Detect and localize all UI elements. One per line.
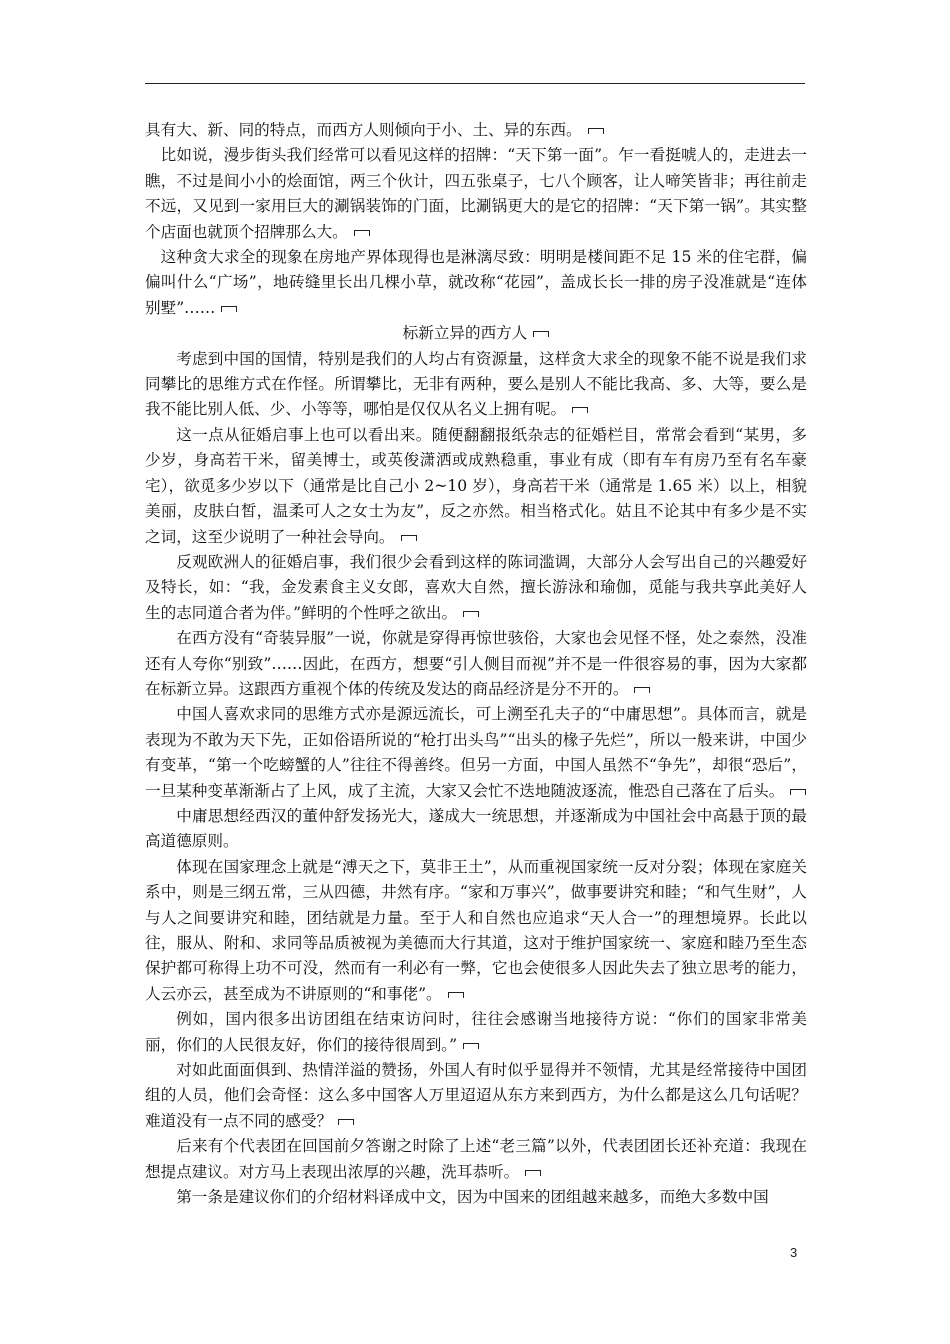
paragraph-mark-icon — [525, 1170, 541, 1176]
paragraph-text: 第一条是建议你们的介绍材料译成中文，因为中国来的团组越来越多，而绝大多数中国 — [176, 1188, 769, 1207]
paragraph-text: 比如说，漫步街头我们经常可以看见这样的招牌：“天下第一面”。乍一看挺唬人的，走进去一瞧，不过是间小小的烩面馆，两三个伙计，四五张桌子，七八个顾客，让人啼笑皆非；再往前走不远，又见到一家用巨大的涮锅装饰的门面，比涮锅更大的是它的招牌：“天下第一锅”。其实整个店面也就顶个招牌那么大。 — [145, 146, 807, 241]
paragraph — [145, 550, 807, 626]
paragraph-text: 例如，国内很多出访团组在结束访问时，往往会感谢当地接待方说：“你们的国家非常美丽，你们的人民很友好，你们的接待很周到。” — [145, 1010, 807, 1054]
paragraph — [145, 347, 807, 423]
paragraph-mark-icon — [790, 789, 806, 795]
paragraph-text: 具有大、新、同的特点，而西方人则倾向于小、土、异的东西。 — [145, 121, 582, 139]
paragraph-text: 对如此面面俱到、热情洋溢的赞扬，外国人有时似乎显得并不领情，尤其是经常接待中国团组的人员，他们会奇怪：这么多中国客人万里迢迢从东方来到西方，为什么都是这么几句话呢？难道没有一点不同的感受？ — [145, 1061, 807, 1130]
paragraph-mark-icon — [221, 306, 237, 312]
paragraph — [145, 1058, 807, 1134]
page-number: 3 — [790, 1245, 798, 1260]
header-rule — [145, 83, 805, 84]
paragraph-text: 中国人喜欢求同的思维方式亦是源远流长，可上溯至孔夫子的“中庸思想”。具体而言，就是表现为不敢为天下先，正如俗语所说的“枪打出头鸟”“出头的椽子先烂”，所以一般来讲，中国少有变革，“第一个吃螃蟹的人”往往不得善终。但另一方面，中国人虽然不“争先”，却很“恐后”，一旦某种变革渐渐占了上风，成了主流，大家又会忙不迭地随波逐流，惟恐自己落在了后头。 — [145, 705, 807, 800]
paragraph-mark-icon — [634, 687, 650, 693]
paragraph-text: 中庸思想经西汉的董仲舒发扬光大，遂成大一统思想，并逐渐成为中国社会中高悬于顶的最高道德原则。 — [145, 806, 807, 851]
section-heading — [145, 321, 807, 346]
paragraph-mark-icon — [338, 1119, 354, 1125]
paragraph — [145, 804, 807, 855]
paragraph — [145, 626, 807, 702]
paragraph-mark-icon — [572, 407, 588, 413]
paragraph-mark-icon — [463, 611, 479, 617]
paragraph-mark-icon — [533, 331, 549, 337]
paragraph — [145, 423, 807, 550]
paragraph-text: 在西方没有“奇装异服”一说，你就是穿得再惊世骇俗，大家也会见怪不怪，处之泰然，没准还有人夸你“别致”……因此，在西方，想要“引人侧目而视”并不是一件很容易的事，因为大家都在标新立异。这跟西方重视个体的传统及发达的商品经济是分不开的。 — [145, 629, 807, 698]
paragraph — [145, 702, 807, 804]
paragraph-text: 这种贪大求全的现象在房地产界体现得也是淋漓尽致：明明是楼间距不足 15 米的住宅群，偏偏叫什么“广场”，地砖缝里长出几棵小草，就改称“花园”，盖成长长一排的房子没准就是“连体别墅”…… — [145, 248, 807, 317]
paragraph-text: 标新立异的西方人 — [402, 324, 528, 343]
paragraph — [145, 1185, 807, 1210]
paragraph-mark-icon — [463, 1043, 479, 1049]
paragraph-text: 体现在国家理念上就是“溥天之下，莫非王土”，从而重视国家统一反对分裂；体现在家庭关系中，则是三纲五常，三从四德，井然有序。“家和万事兴”，做事要讲究和睦；“和气生财”，人与人之间要讲究和睦，团结就是力量。至于人和自然也应追求“天人合一”的理想境界。长此以往，服从、附和、求同等品质被视为美德而大行其道，这对于维护国家统一、家庭和睦乃至生态保护都可称得上功不可没，然而有一利必有一弊，它也会使很多人因此失去了独立思考的能力，人云亦云，甚至成为不讲原则的“和事佬”。 — [145, 857, 807, 1003]
paragraph — [145, 1134, 807, 1185]
paragraph — [145, 143, 807, 245]
paragraph-mark-icon — [401, 535, 417, 541]
paragraph-mark-icon — [588, 128, 604, 134]
paragraph-mark-icon — [354, 230, 370, 236]
paragraph-text: 反观欧洲人的征婚启事，我们很少会看到这样的陈词滥调，大部分人会写出自己的兴趣爱好及特长，如：“我，金发素食主义女郎，喜欢大自然，擅长游泳和瑜伽，觅能与我共享此美好人生的志同道合者为伴。”鲜明的个性呼之欲出。 — [145, 552, 807, 622]
paragraph — [145, 1007, 807, 1058]
paragraph-text: 这一点从征婚启事上也可以看出来。随便翻翻报纸杂志的征婚栏目，常常会看到“某男，多少岁，身高若干米，留美博士，或英俊潇洒或成熟稳重，事业有成（即有车有房乃至有名车豪宅），欲觅多少岁以下（通常是比自己小 2~10 岁），身高若干米（通常是 1.65 米）以上，相貌美丽，皮肤白皙，温柔可人之女士为友”，反之亦然。相当格式化。姑且不论其中有多少是不实之词，这至少说明了一种社会导向。 — [145, 425, 807, 546]
paragraph-mark-icon — [448, 992, 464, 998]
paragraph-text: 考虑到中国的国情，特别是我们的人均占有资源量，这样贪大求全的现象不能不说是我们求同攀比的思维方式在作怪。所谓攀比，无非有两种，要么是别人不能比我高、多、大等，要么是我不能比别人低、少、小等等，哪怕是仅仅从名义上拥有呢。 — [145, 349, 807, 419]
paragraph-text: 后来有个代表团在回国前夕答谢之时除了上述“老三篇”以外，代表团团长还补充道：我现在想提点建议。对方马上表现出浓厚的兴趣，洗耳恭听。 — [145, 1137, 807, 1181]
paragraph — [145, 245, 807, 321]
paragraph — [145, 118, 807, 143]
body-text — [145, 118, 807, 1210]
paragraph — [145, 855, 807, 1007]
